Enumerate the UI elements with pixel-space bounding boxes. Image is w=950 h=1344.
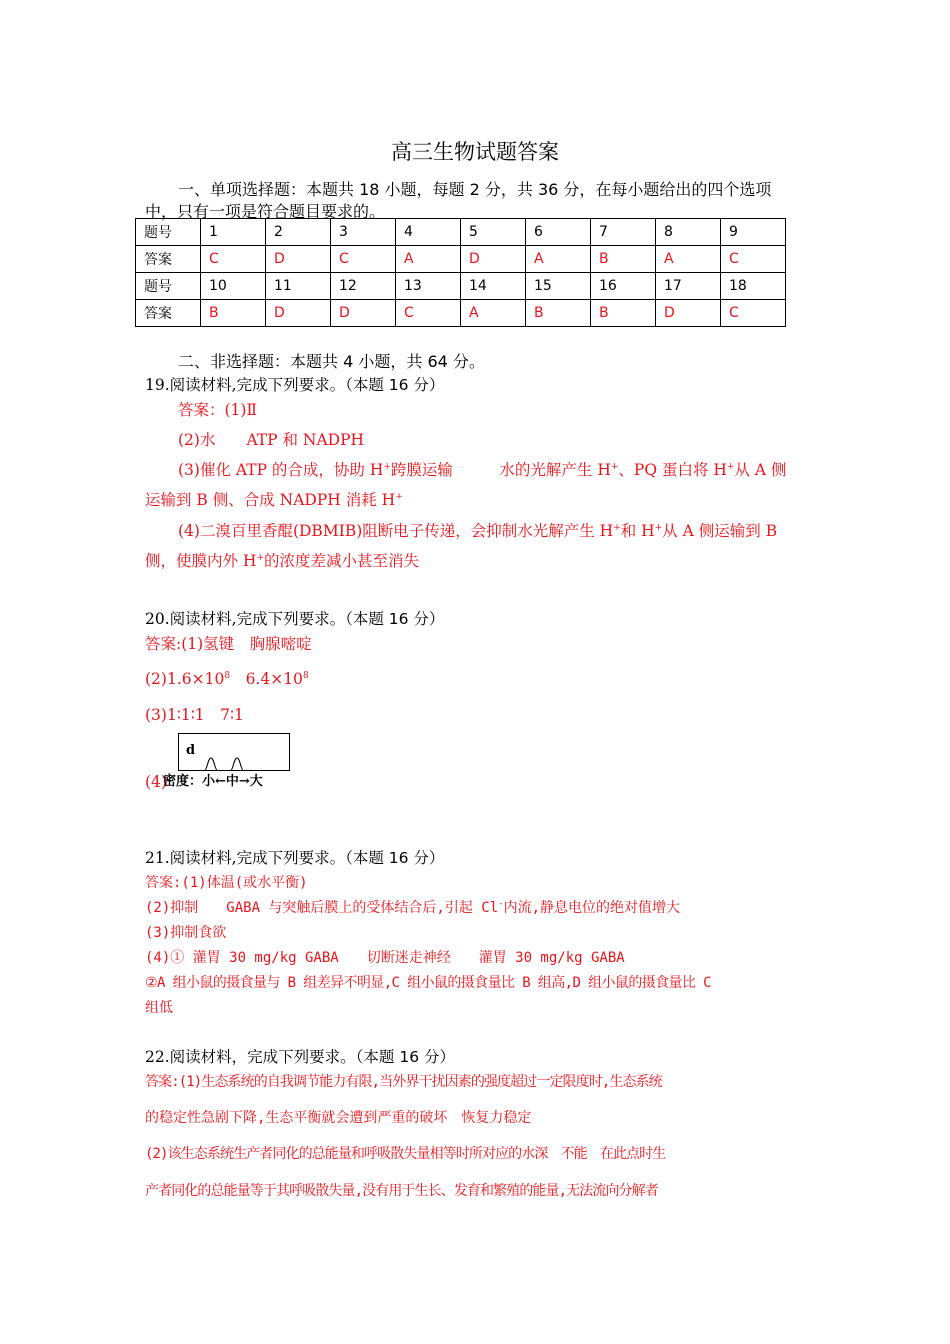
q19-heading	[145, 373, 444, 395]
q19-answer-3-part: 运输到 B 侧、合成 NADPH 消耗 H	[145, 491, 396, 509]
table-cell: D	[461, 246, 526, 273]
q19-answer-4-part: 的浓度差减小甚至消失	[264, 552, 420, 570]
section1-intro-line1: 一、单项选择题：本题共 18 小题，每题 2 分，共 36 分，在每小题给出的四个选项	[178, 180, 772, 199]
table-cell: A	[396, 246, 461, 273]
section1-intro-line2: 中，只有一项是符合题目要求的。	[145, 202, 386, 221]
superscript: -	[498, 899, 504, 909]
q22-answer-1: 答案:(1)生态系统的自我调节能力有限,当外界干扰因素的强度超过一定限度时,生态系统	[145, 1074, 662, 1090]
q19-answer-3-cont	[145, 488, 403, 510]
table-cell: 16	[591, 273, 656, 300]
superscript: +	[613, 523, 621, 533]
figure-density-axis: 密度：小←中→大	[163, 774, 263, 789]
q20-answer-3: (3)1∶1∶1 7∶1	[145, 706, 244, 724]
table-cell: A	[656, 246, 721, 273]
table-cell: D	[656, 300, 721, 327]
table-cell: 18	[721, 273, 786, 300]
q21-answer-2-part: 内流,静息电位的绝对值增大	[503, 900, 681, 916]
q21-answer-2	[145, 897, 680, 917]
q19-answer-3-part: 、PQ 蛋白将 H	[618, 461, 727, 479]
table-cell: C	[201, 246, 266, 273]
q21-heading	[145, 846, 444, 868]
table-cell: C	[396, 300, 461, 327]
q22-answer-2: 的稳定性急剧下降,生态平衡就会遭到严重的破坏 恢复力稳定	[145, 1110, 532, 1126]
table-cell: B	[526, 300, 591, 327]
q19-answer-1: 答案：(1)Ⅱ	[178, 401, 257, 419]
band-peaks-graphic	[179, 734, 289, 770]
table-cell: 13	[396, 273, 461, 300]
table-cell: B	[201, 300, 266, 327]
q20-heading	[145, 607, 444, 629]
table-row	[136, 246, 786, 273]
table-cell: 8	[656, 219, 721, 246]
table-cell: 4	[396, 219, 461, 246]
q22-answer-3: (2)该生态系统生产者同化的总能量和呼吸散失量相等时所对应的水深 不能 在此点时生	[145, 1146, 666, 1162]
table-cell: A	[461, 300, 526, 327]
table-cell: 12	[331, 273, 396, 300]
superscript: +	[654, 523, 663, 533]
superscript: +	[383, 462, 391, 472]
table-cell: 3	[331, 219, 396, 246]
q22-points: （本题 16 分）	[355, 1048, 455, 1066]
q20-answer-1: 答案:(1)氢键 胸腺嘧啶	[145, 635, 312, 653]
table-cell: 1	[201, 219, 266, 246]
table-cell: 题号	[136, 219, 201, 246]
table-cell: 答案	[136, 246, 201, 273]
table-cell: 11	[266, 273, 331, 300]
q19-answer-4	[178, 519, 777, 541]
q22-heading	[145, 1045, 455, 1067]
table-cell: 答案	[136, 300, 201, 327]
q21-answer-4: (4)① 灌胃 30 mg/kg GABA 切断迷走神经 灌胃 30 mg/kg GABA	[145, 950, 625, 966]
superscript: 8	[302, 671, 309, 681]
table-row	[136, 273, 786, 300]
superscript: +	[256, 553, 264, 563]
q19-answer-4-part: (4)二溴百里香醌(DBMIB)阻断电子传递，会抑制水光解产生 H	[178, 522, 614, 540]
q19-answer-4-cont	[145, 549, 419, 571]
q21-points: （本题 16 分）	[345, 849, 445, 867]
page-title: 高三生物试题答案	[391, 140, 559, 164]
table-cell: C	[721, 300, 786, 327]
q19-answer-4-part: 侧，使膜内外 H	[145, 552, 257, 570]
table-cell: 题号	[136, 273, 201, 300]
table-row	[136, 300, 786, 327]
q21-answer-6: 组低	[145, 1000, 173, 1016]
density-gradient-figure	[178, 733, 290, 771]
q19-answer-3-part: 跨膜运输 水的光解产生 H	[390, 461, 611, 479]
q19-answer-4-part: 和 H	[620, 522, 655, 540]
q20-answer-2-part: (2)1.6×10	[145, 670, 225, 688]
table-cell: C	[331, 246, 396, 273]
q20-heading-text: 20.阅读材料,完成下列要求。	[145, 610, 346, 628]
table-cell: 9	[721, 219, 786, 246]
table-cell: 10	[201, 273, 266, 300]
superscript: +	[395, 492, 403, 502]
section2-intro: 二、非选择题：本题共 4 小题，共 64 分。	[178, 352, 485, 371]
q20-answer-2-part: 6.4×10	[230, 670, 303, 688]
table-cell: 15	[526, 273, 591, 300]
q19-answer-2: (2)水 ATP 和 NADPH	[178, 431, 365, 449]
superscript: 8	[224, 671, 231, 681]
superscript: +	[610, 462, 619, 472]
q22-answer-4: 产者同化的总能量等于其呼吸散失量,没有用于生长、发育和繁殖的能量,无法流向分解者	[145, 1183, 658, 1199]
q19-heading-text: 19.阅读材料,完成下列要求。	[145, 376, 346, 394]
q20-points: （本题 16 分）	[345, 610, 445, 628]
table-cell: 17	[656, 273, 721, 300]
answer-table	[135, 218, 786, 327]
table-cell: B	[591, 300, 656, 327]
table-cell: 5	[461, 219, 526, 246]
q20-answer-4: (4)	[145, 773, 167, 791]
superscript: +	[726, 462, 735, 472]
table-cell: A	[526, 246, 591, 273]
q21-answer-1: 答案:(1)体温(或水平衡)	[145, 875, 308, 891]
q21-answer-3: (3)抑制食欲	[145, 925, 227, 941]
table-cell: 6	[526, 219, 591, 246]
table-cell: D	[331, 300, 396, 327]
q19-answer-3-part: 从 A 侧	[734, 461, 787, 479]
q19-answer-3	[178, 458, 787, 480]
table-cell: 7	[591, 219, 656, 246]
q21-answer-5: ②A 组小鼠的摄食量与 B 组差异不明显,C 组小鼠的摄食量比 B 组高,D 组小鼠的摄食量比 C	[145, 975, 712, 991]
q21-answer-2-part: (2)抑制 GABA 与突触后膜上的受体结合后,引起 Cl	[145, 900, 499, 916]
q19-answer-3-part: (3)催化 ATP 的合成，协助 H	[178, 461, 384, 479]
table-cell: 2	[266, 219, 331, 246]
table-cell: 14	[461, 273, 526, 300]
table-cell: D	[266, 246, 331, 273]
q19-answer-4-part: 从 A 侧运输到 B	[662, 522, 778, 540]
q21-heading-text: 21.阅读材料,完成下列要求。	[145, 849, 346, 867]
table-cell: C	[721, 246, 786, 273]
q22-heading-text: 22.阅读材料，完成下列要求。	[145, 1048, 356, 1066]
table-cell: D	[266, 300, 331, 327]
q20-answer-2	[145, 667, 309, 689]
table-cell: B	[591, 246, 656, 273]
figure-label-d: d	[186, 743, 196, 758]
q19-points: （本题 16 分）	[345, 376, 445, 394]
table-row	[136, 219, 786, 246]
